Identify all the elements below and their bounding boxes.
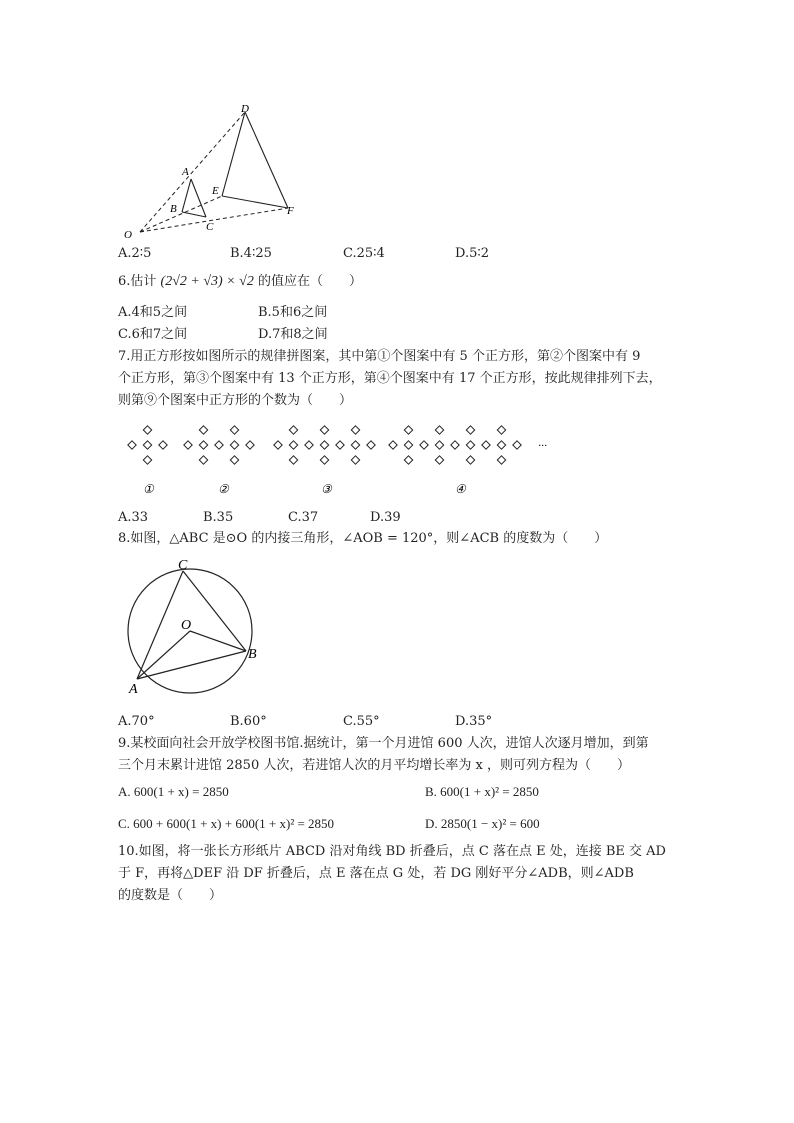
q7-pattern-3-square (367, 441, 375, 449)
q7-pattern-ellipsis: ··· (538, 438, 547, 452)
q8-option-a[interactable]: A.70° (118, 714, 155, 729)
q6-expression: (2√2 + √3) × √2 (160, 274, 254, 289)
q7-pattern-4-square (420, 441, 428, 449)
q7-pattern-4-square (451, 441, 459, 449)
q7-pattern-3-square (336, 441, 344, 449)
q7-pattern-4-square (497, 441, 505, 449)
q5-similar-triangles-figure (110, 100, 310, 245)
q6-option-a[interactable]: A.4和5之间 (118, 305, 188, 320)
q7-pattern-4-square (466, 456, 474, 464)
q8-option-d[interactable]: D.35° (455, 714, 493, 729)
segment-BC (182, 212, 206, 217)
q7-pattern-3-square (274, 441, 282, 449)
q7-pattern-label-4: ④ (455, 482, 466, 496)
q6-stem-suffix: 的值应在（ ） (257, 274, 362, 289)
q7-pattern-4-square (435, 441, 443, 449)
q9-stem-line-2: 三个月末累计进馆 2850 人次，若进馆人次的月平均增长率为 x ，则可列方程为（ ） (118, 758, 630, 773)
q7-pattern-2-square (230, 456, 238, 464)
q7-pattern-4-square (513, 441, 521, 449)
q7-pattern-4-square (389, 441, 397, 449)
dashed-OF (140, 208, 288, 232)
q7-pattern-1-square (143, 426, 151, 434)
q7-pattern-4-square (466, 426, 474, 434)
q7-pattern-4-square (466, 441, 474, 449)
label-O: O (124, 229, 132, 241)
q5-option-d[interactable]: D.5∶2 (455, 246, 490, 261)
q7-pattern-2-square (199, 426, 207, 434)
q8-option-c[interactable]: C.55° (343, 714, 380, 729)
q9-option-b[interactable]: B. 600(1 + x)² = 2850 (425, 784, 539, 799)
label-O: O (181, 618, 192, 633)
q9-option-c[interactable]: C. 600 + 600(1 + x) + 600(1 + x)² = 2850 (118, 816, 335, 831)
label-A: A (182, 166, 189, 178)
q7-square-pattern-figure (118, 418, 568, 500)
label-A: A (129, 682, 138, 697)
q7-pattern-4-square (435, 426, 443, 434)
segment-CB (183, 571, 246, 651)
q6-option-b[interactable]: B.5和6之间 (258, 305, 328, 320)
q9-stem-line-1: 9.某校面向社会开放学校图书馆.据统计，第一个月进馆 600 人次，进馆人次逐月增加，到第 (118, 736, 649, 751)
q7-pattern-label-1: ① (143, 482, 154, 496)
q7-pattern-1-square (159, 441, 167, 449)
q8-option-b[interactable]: B.60° (230, 714, 267, 729)
q5-option-a[interactable]: A.2∶5 (118, 246, 152, 261)
q7-pattern-4-square (404, 456, 412, 464)
q6-option-c[interactable]: C.6和7之间 (118, 327, 188, 342)
q7-pattern-4-square (404, 426, 412, 434)
segment-AB (182, 179, 191, 212)
q7-option-b[interactable]: B.35 (203, 510, 234, 525)
q7-option-c[interactable]: C.37 (288, 510, 319, 525)
q7-pattern-label-2: ② (218, 482, 229, 496)
q7-pattern-3-square (351, 456, 359, 464)
q7-pattern-2-square (230, 441, 238, 449)
segment-EF (222, 196, 288, 208)
q6-stem (118, 273, 362, 291)
label-B: B (248, 647, 257, 662)
q7-option-d[interactable]: D.39 (370, 510, 401, 525)
q7-pattern-3-square (289, 426, 297, 434)
q7-stem-line-3: 则第⑨个图案中正方形的个数为（ ） (118, 393, 353, 408)
q10-stem-line-3: 的度数是（ ） (118, 888, 223, 903)
q7-stem-line-1: 7.用正方形按如图所示的规律拼图案，其中第①个图案中有 5 个正方形，第②个图案中有 9 (118, 349, 641, 364)
q7-pattern-3-square (305, 441, 313, 449)
q7-pattern-4-square (404, 441, 412, 449)
q7-pattern-3-square (289, 441, 297, 449)
q7-pattern-4-square (435, 456, 443, 464)
q5-option-b[interactable]: B.4∶25 (230, 246, 272, 261)
label-E: E (212, 185, 219, 197)
q7-pattern-3-square (351, 441, 359, 449)
q9-option-a[interactable]: A. 600(1 + x) = 2850 (118, 784, 229, 799)
q7-pattern-1-square (143, 456, 151, 464)
q7-option-a[interactable]: A.33 (118, 510, 149, 525)
segment-DF (245, 112, 288, 208)
q7-pattern-2-square (184, 441, 192, 449)
q6-stem-prefix: 6.估计 (118, 274, 157, 289)
q7-pattern-1-square (143, 441, 151, 449)
q7-pattern-3-square (320, 456, 328, 464)
q7-stem-line-2: 个正方形，第③个图案中有 13 个正方形，第④个图案中有 17 个正方形，按此规律排列下去， (118, 371, 662, 386)
q7-pattern-4-square (497, 456, 505, 464)
label-C: C (178, 558, 188, 573)
q5-option-c[interactable]: C.25∶4 (343, 246, 385, 261)
label-B: B (170, 203, 177, 215)
q6-option-d[interactable]: D.7和8之间 (258, 327, 328, 342)
q7-pattern-3-square (320, 441, 328, 449)
q8-inscribed-triangle-figure (115, 555, 275, 700)
label-D: D (241, 103, 249, 115)
q7-pattern-3-square (289, 456, 297, 464)
q7-pattern-3-square (351, 426, 359, 434)
q7-pattern-4-square (497, 426, 505, 434)
q7-pattern-label-3: ③ (321, 482, 332, 496)
q7-pattern-2-square (215, 441, 223, 449)
segment-CA (137, 571, 183, 679)
q10-stem-line-2: 于 F，再将△DEF 沿 DF 折叠后，点 E 落在点 G 处，若 DG 刚好平分∠ADB，则∠ADB (118, 866, 634, 881)
segment-AC (191, 179, 206, 217)
q9-option-d[interactable]: D. 2850(1 − x)² = 600 (425, 816, 540, 831)
q7-pattern-3-square (320, 426, 328, 434)
q7-pattern-1-square (128, 441, 136, 449)
label-C: C (206, 221, 214, 233)
label-F: F (287, 205, 294, 217)
q7-pattern-2-square (199, 441, 207, 449)
q7-pattern-4-square (482, 441, 490, 449)
q8-stem: 8.如图，△ABC 是⊙O 的内接三角形，∠AOB = 120°，则∠ACB 的度数为（ ） (118, 531, 608, 546)
q7-pattern-2-square (199, 456, 207, 464)
q10-stem-line-1: 10.如图，将一张长方形纸片 ABCD 沿对角线 BD 折叠后，点 C 落在点 E 处，连接 BE 交 AD (118, 844, 666, 859)
q7-pattern-2-square (246, 441, 254, 449)
q7-pattern-2-square (230, 426, 238, 434)
